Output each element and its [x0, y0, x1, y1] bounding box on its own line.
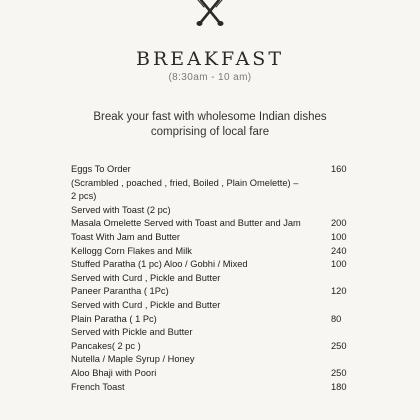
- crossed-cutlery-icon: [192, 0, 228, 28]
- menu-item-price: 160: [331, 164, 347, 174]
- menu-item: [71, 313, 361, 327]
- menu-item: [71, 163, 361, 177]
- menu-item: [71, 272, 361, 286]
- menu-item-name: Paneer Parantha ( 1Pc): [71, 286, 169, 297]
- menu-item-name: Eggs To Order: [71, 164, 131, 174]
- intro-line: Break your fast with wholesome Indian dishes: [93, 111, 327, 123]
- menu-item-price: 180: [331, 381, 347, 392]
- menu-item-name: Served with Curd , Pickle and Butter: [71, 299, 221, 310]
- menu-item-name: Pancakes( 2 pc ): [71, 340, 141, 351]
- menu-item: [71, 231, 361, 245]
- menu-item: [71, 326, 361, 340]
- menu-item-price: 80: [331, 313, 342, 324]
- menu-item-name: Served with Curd , Pickle and Butter: [71, 272, 221, 283]
- menu-list: [71, 163, 361, 394]
- menu-item-name: Aloo Bhaji with Poori: [71, 367, 157, 378]
- menu-item: [71, 340, 361, 354]
- menu-item-price: 250: [331, 340, 347, 351]
- menu-item-name: Stuffed Paratha (1 pc) Aloo / Gobhi / Mixed: [71, 259, 248, 270]
- menu-item-name: French Toast: [71, 381, 125, 392]
- menu-item-price: 120: [331, 286, 347, 297]
- menu-item-price: 100: [331, 259, 347, 270]
- menu-item: [71, 299, 361, 313]
- menu-item: [71, 258, 361, 272]
- menu-item: [71, 285, 361, 299]
- menu-item-name: Nutella / Maple Syrup / Honey: [71, 354, 195, 365]
- menu-item-name: Plain Paratha ( 1 Pc): [71, 313, 157, 324]
- menu-item: [71, 204, 361, 218]
- menu-item-name: Toast With Jam and Butter: [71, 231, 181, 242]
- menu-item-name: Kellogg Corn Flakes and Milk: [71, 245, 192, 256]
- menu-item-price: 200: [331, 218, 347, 229]
- menu-item: [71, 245, 361, 259]
- menu-item-price: 100: [331, 231, 347, 242]
- menu-item: [71, 177, 361, 191]
- menu-item-name: Served with Toast (2 pc): [71, 204, 171, 215]
- menu-item-name: Masala Omelette Served with Toast and Butter and Jam: [71, 218, 301, 229]
- menu-item-price: 240: [331, 245, 347, 256]
- menu-item: [71, 217, 361, 231]
- menu-item: [71, 353, 361, 367]
- intro-line: comprising of local fare: [150, 126, 270, 138]
- menu-item: [71, 381, 361, 395]
- menu-item-name: 2 pcs): [71, 191, 97, 202]
- serving-hours: (8:30am - 10 am): [168, 72, 252, 83]
- menu-item: [71, 367, 361, 381]
- menu-item: [71, 190, 361, 204]
- menu-item-name: Served with Pickle and Butter: [71, 327, 193, 338]
- menu-item-price: 250: [331, 367, 347, 378]
- page-title: BREAKFAST: [136, 48, 284, 70]
- menu-item-name: (Scrambled , poached , fried, Boiled , Plain Omelette) –: [71, 177, 299, 188]
- intro-text: [0, 110, 420, 140]
